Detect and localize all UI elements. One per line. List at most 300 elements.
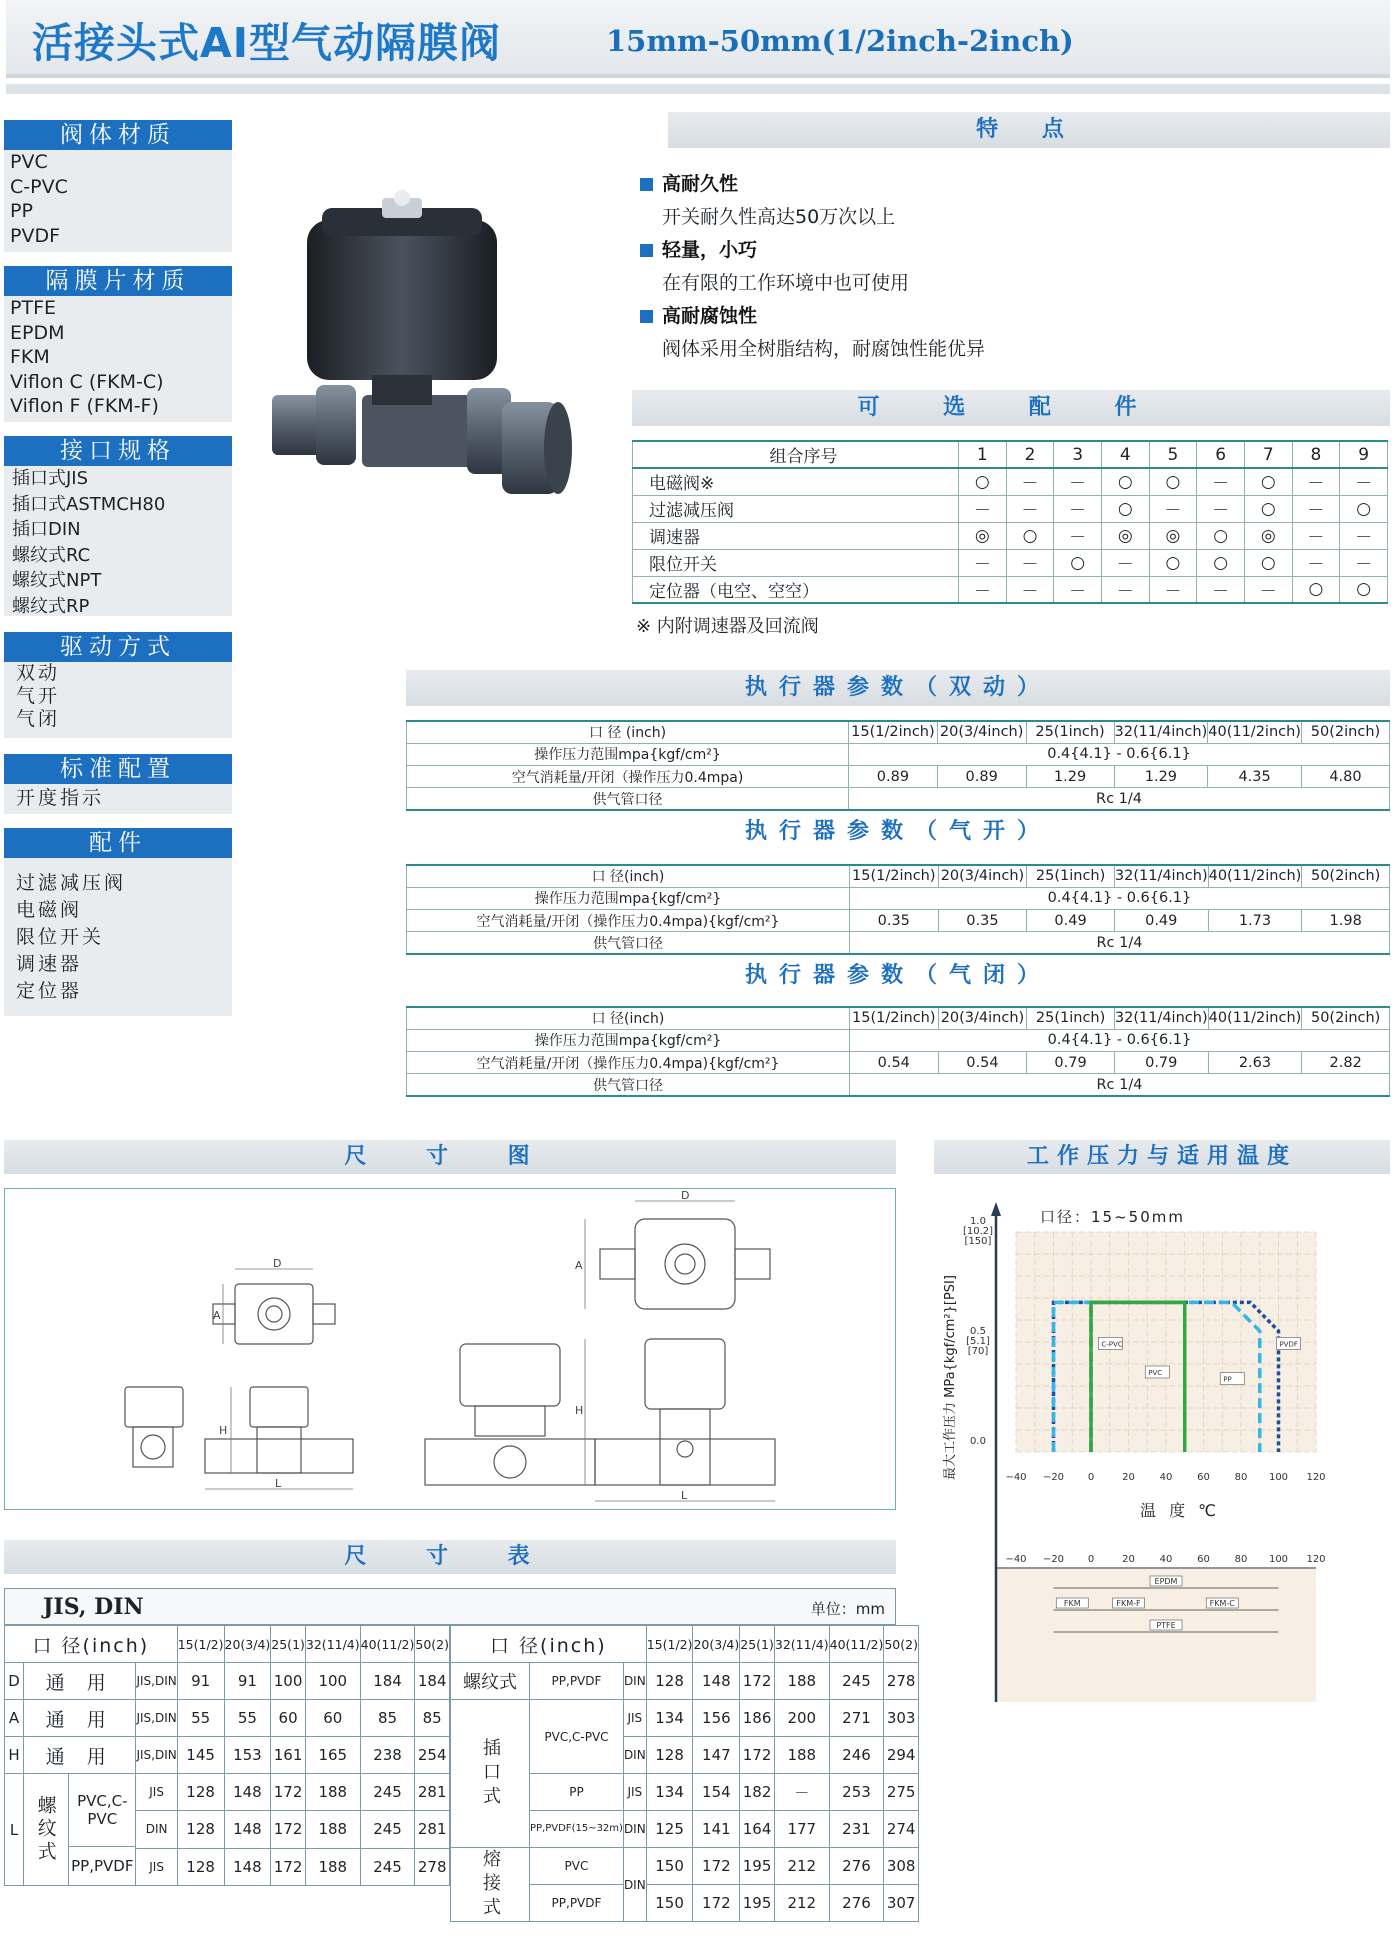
feature-desc: 阀体采用全树脂结构，耐腐蚀性能优异: [662, 338, 986, 360]
chart-diameter: 口径：15~50mm: [1040, 1208, 1185, 1226]
table-cell: ○: [1054, 549, 1102, 576]
table-header: 40(11/2inch): [1208, 721, 1302, 743]
table-cell: －: [1054, 468, 1102, 495]
row-label: 插口式: [451, 1700, 530, 1848]
x-tick-label: 40: [1159, 1472, 1173, 1483]
table-cell: ○: [1197, 549, 1245, 576]
table-header: 25(1): [271, 1626, 306, 1663]
table-cell: 188: [774, 1737, 829, 1774]
table-cell: 4.80: [1301, 766, 1389, 788]
table-cell: －: [1340, 549, 1388, 576]
x-tick-label: −20: [1042, 1554, 1065, 1565]
y-tick-label: 1.0: [970, 1216, 986, 1227]
table-cell: 294: [884, 1737, 919, 1774]
table-header: 口 径(inch): [5, 1626, 178, 1663]
list-item: Viflon C (FKM-C): [10, 370, 164, 393]
row-label: 通 用: [24, 1700, 136, 1737]
table-cell: 245: [360, 1848, 415, 1885]
section-standard: [4, 754, 232, 814]
section-heading: 隔膜片材质: [4, 266, 232, 296]
table-cell: －: [1292, 468, 1340, 495]
table-cell: 281: [415, 1774, 450, 1811]
table-cell: 184: [415, 1663, 450, 1700]
page-subtitle: 15mm-50mm(1/2inch-2inch): [606, 24, 1074, 58]
table-header: 15(1/2inch): [849, 865, 938, 887]
table-cell: 172: [271, 1848, 306, 1885]
table-cell: Rc 1/4: [849, 1074, 1389, 1096]
table-cell: 254: [415, 1737, 450, 1774]
x-tick-label: −40: [1005, 1554, 1027, 1565]
table-cell: ○: [959, 468, 1007, 495]
table-cell: 200: [774, 1700, 829, 1737]
section-actuation: [4, 632, 232, 738]
table-cell: 281: [415, 1811, 450, 1848]
material-cell: PVC,C-PVC: [530, 1700, 624, 1774]
actuator-table-close: [406, 1006, 1390, 1097]
table-cell: －: [1197, 576, 1245, 603]
std-cell: JIS: [136, 1774, 177, 1811]
table-header: 32(11/4inch): [1114, 721, 1208, 743]
table-header: 20(3/4inch): [937, 721, 1026, 743]
table-cell: ◎: [1149, 522, 1197, 549]
table-cell: 172: [271, 1774, 306, 1811]
dim-label-a: A: [213, 1309, 221, 1322]
x-tick-label: 100: [1268, 1554, 1289, 1565]
drawing-figure: [5, 1189, 895, 1509]
table-header: 40(11/2): [829, 1626, 884, 1663]
table-header: 15(1/2inch): [849, 721, 938, 743]
actuator-heading: 执行器参数（气闭）: [406, 958, 1390, 994]
list-item: Viflon F (FKM-F): [10, 395, 159, 417]
table-header: 20(3/4inch): [938, 1007, 1027, 1029]
table-cell: 303: [884, 1700, 919, 1737]
series-label: PP: [1223, 1375, 1232, 1384]
table-cell: 134: [646, 1700, 693, 1737]
table-header: 2: [1006, 441, 1054, 468]
std-cell: JIS: [623, 1700, 646, 1737]
table-header: 口 径(inch): [407, 865, 850, 887]
pressure-temp-chart: [934, 1190, 1390, 1710]
table-cell: －: [1340, 468, 1388, 495]
list-item: PTFE: [10, 297, 56, 319]
table-cell: ○: [1244, 549, 1292, 576]
list-item: 过滤减压阀: [16, 872, 127, 894]
table-cell: 246: [829, 1737, 884, 1774]
table-header: 50(2inch): [1302, 1007, 1390, 1029]
table-cell: ○: [1006, 522, 1054, 549]
table-header: 25(1inch): [1027, 1007, 1115, 1029]
table-cell: ◎: [1101, 522, 1149, 549]
table-cell: 128: [646, 1663, 693, 1700]
list-item: 定位器: [16, 980, 83, 1002]
table-cell: 1.29: [1114, 766, 1208, 788]
chart-heading: 工作压力与适用温度: [934, 1140, 1390, 1174]
dim-table-left: 口 径(inch) 15(1/2) 20(3/4) 25(1) 32(11/4) 40(11/2) 50(2) D 通 用 JIS,DIN 91 91 100 100 184 184 A 通 用 JIS,DIN 55 55 60 60 85 85 H 通 用 JIS,DIN 145 153 161 165 238 254 L 螺纹式 PVC,C-PVC PP,PVDF JIS 128 148 172 188 245 281 DIN 128 148 172 188 245 281 JIS 128 148 172 188 245 278: [4, 1625, 450, 1886]
table-header: 8: [1292, 441, 1340, 468]
table-header: 7: [1244, 441, 1292, 468]
table-cell: ○: [1244, 495, 1292, 522]
list-item: PP: [10, 200, 33, 222]
dim-label-a: A: [575, 1259, 583, 1272]
std-cell: JIS,DIN: [136, 1700, 177, 1737]
table-cell: 164: [740, 1811, 775, 1848]
material-cell: PVC: [530, 1848, 624, 1885]
row-label: 熔接式: [451, 1848, 530, 1922]
features-list: [632, 168, 1372, 366]
table-cell: －: [1006, 468, 1054, 495]
table-cell: 154: [693, 1774, 740, 1811]
table-cell: ○: [1244, 468, 1292, 495]
table-cell: 0.79: [1114, 1052, 1208, 1074]
row-label: 空气消耗量/开闭（操作压力0.4mpa): [407, 766, 849, 788]
section-heading: 配件: [4, 828, 232, 858]
x-tick-label: 120: [1306, 1554, 1326, 1565]
row-label: 过滤减压阀: [633, 495, 959, 522]
list-item: C-PVC: [10, 175, 68, 198]
table-cell: ◎: [1244, 522, 1292, 549]
std-cell: DIN: [623, 1663, 646, 1700]
dim-table-heading: 尺 寸 表: [4, 1540, 896, 1574]
table-cell: ○: [1197, 522, 1245, 549]
options-note: ※ 内附调速器及回流阀: [636, 616, 819, 637]
actuator-heading: 执行器参数（双动）: [406, 670, 1390, 706]
table-header: 口 径 (inch): [407, 721, 849, 743]
table-cell: 141: [693, 1811, 740, 1848]
valve-product-image: [262, 190, 592, 530]
dim-table-right: [450, 1625, 919, 1922]
table-cell: 100: [271, 1663, 306, 1700]
table-cell: 91: [177, 1663, 224, 1700]
table-cell: 0.4{4.1} - 0.6{6.1}: [849, 743, 1390, 765]
table-cell: －: [959, 549, 1007, 576]
table-cell: 245: [829, 1663, 884, 1700]
y-tick-label: [5.1]: [966, 1336, 990, 1347]
table-cell: 271: [829, 1700, 884, 1737]
table-cell: 4.35: [1208, 766, 1302, 788]
table-cell: －: [1197, 495, 1245, 522]
table-cell: 172: [740, 1663, 775, 1700]
std-cell: DIN: [623, 1811, 646, 1848]
table-cell: 128: [177, 1848, 224, 1885]
list-item: PVC: [10, 151, 48, 173]
actuator-heading: 执行器参数（气开）: [406, 814, 1390, 850]
table-cell: 60: [271, 1700, 306, 1737]
row-label: 通 用: [24, 1737, 136, 1774]
row-label: 电磁阀※: [633, 468, 959, 495]
list-item: 电磁阀: [16, 899, 83, 921]
row-label: 螺纹式: [451, 1663, 530, 1700]
table-header: 20(3/4): [224, 1626, 271, 1663]
options-table: [632, 440, 1388, 604]
section-heading: 接口规格: [4, 436, 232, 466]
table-cell: 134: [646, 1774, 693, 1811]
table-cell: －: [1006, 576, 1054, 603]
table-cell: ○: [1149, 549, 1197, 576]
table-cell: 184: [360, 1663, 415, 1700]
table-cell: 161: [271, 1737, 306, 1774]
list-item: 螺纹式NPT: [12, 570, 102, 591]
table-cell: －: [1101, 576, 1149, 603]
std-cell: DIN: [623, 1737, 646, 1774]
table-cell: －: [1292, 522, 1340, 549]
section-body-material: [4, 120, 232, 252]
table-cell: 60: [305, 1700, 360, 1737]
actuator-table-double: [406, 720, 1390, 811]
material-range-label: EPDM: [1154, 1577, 1178, 1586]
row-label: 限位开关: [633, 549, 959, 576]
table-cell: ○: [1149, 468, 1197, 495]
x-tick-label: −20: [1042, 1472, 1065, 1483]
table-cell: 188: [305, 1848, 360, 1885]
list-item: 气开: [16, 685, 61, 707]
x-tick-label: 40: [1159, 1554, 1173, 1565]
drawing-heading: 尺 寸 图: [4, 1140, 896, 1174]
x-tick-label: −40: [1005, 1472, 1027, 1483]
row-label: 螺纹式: [34, 1795, 57, 1864]
table-cell: －: [959, 576, 1007, 603]
table-header: 15(1/2): [177, 1626, 224, 1663]
table-cell: 0.4{4.1} - 0.6{6.1}: [849, 887, 1389, 909]
table-cell: 150: [646, 1885, 693, 1922]
table-cell: 148: [693, 1663, 740, 1700]
table-cell: 238: [360, 1737, 415, 1774]
table-cell: 128: [177, 1774, 224, 1811]
dim-label-h: H: [575, 1404, 584, 1417]
dim-table-caption: [4, 1588, 896, 1625]
material-range-label: FKM: [1063, 1599, 1081, 1608]
table-cell: 172: [740, 1737, 775, 1774]
material-range-label: PTFE: [1156, 1621, 1176, 1630]
table-cell: ○: [1292, 576, 1340, 603]
x-tick-label: 20: [1122, 1472, 1135, 1483]
row-label: 操作压力范围mpa{kgf/cm²}: [407, 887, 850, 909]
table-cell: 165: [305, 1737, 360, 1774]
table-cell: 153: [224, 1737, 271, 1774]
table-cell: 128: [646, 1737, 693, 1774]
y-tick-label: [150]: [964, 1236, 992, 1247]
std-cell: JIS: [623, 1774, 646, 1811]
table-cell: 147: [693, 1737, 740, 1774]
list-item: 插口式JIS: [12, 468, 89, 489]
feature-title: 轻量，小巧: [632, 234, 1372, 266]
table-cell: ◎: [959, 522, 1007, 549]
table-cell: 276: [829, 1848, 884, 1885]
section-diaphragm-material: [4, 266, 232, 422]
list-item: 插口DIN: [12, 519, 81, 540]
section-heading: 标准配置: [4, 754, 232, 784]
table-header: 50(2inch): [1301, 721, 1389, 743]
table-cell: 172: [693, 1885, 740, 1922]
table-header: 15(1/2): [646, 1626, 693, 1663]
table-cell: －: [1244, 576, 1292, 603]
dimension-drawing: [4, 1188, 896, 1510]
table-cell: －: [1054, 495, 1102, 522]
row-label: 供气管口径: [407, 1074, 850, 1096]
list-item: 气闭: [16, 708, 61, 730]
table-cell: 1.29: [1026, 766, 1114, 788]
table-cell: 100: [305, 1663, 360, 1700]
table-cell: 85: [415, 1700, 450, 1737]
dim-label-h: H: [219, 1424, 228, 1437]
table-cell: 0.49: [1114, 910, 1208, 932]
standard-label: JIS, DIN: [43, 1594, 144, 1620]
table-cell: －: [1006, 495, 1054, 522]
table-cell: －: [1054, 522, 1102, 549]
y-axis-label: 最大工作压力 MPa{kgf/cm²}[PSI]: [943, 1275, 958, 1480]
feature-desc: 在有限的工作环境中也可使用: [662, 272, 910, 294]
table-cell: 177: [774, 1811, 829, 1848]
table-header: 口 径(inch): [451, 1626, 647, 1663]
table-header: 50(2inch): [1302, 865, 1390, 887]
table-header: 15(1/2inch): [849, 1007, 938, 1029]
table-cell: 0.89: [937, 766, 1026, 788]
table-cell: 148: [224, 1848, 271, 1885]
table-row: [633, 468, 1388, 495]
x-tick-label: 60: [1197, 1554, 1210, 1565]
table-cell: 188: [305, 1811, 360, 1848]
x-tick-label: 0: [1087, 1554, 1095, 1565]
actuator-table-open: [406, 864, 1390, 955]
list-item: 调速器: [16, 953, 83, 975]
row-label: 供气管口径: [407, 932, 850, 954]
table-cell: ○: [1340, 495, 1388, 522]
x-tick-label: 20: [1122, 1554, 1135, 1565]
table-cell: 278: [884, 1663, 919, 1700]
x-tick-label: 80: [1234, 1472, 1248, 1483]
table-cell: 253: [829, 1774, 884, 1811]
table-cell: 212: [774, 1848, 829, 1885]
table-cell: －: [1149, 495, 1197, 522]
table-cell: 172: [271, 1811, 306, 1848]
table-cell: －: [1101, 549, 1149, 576]
list-item: 双动: [16, 662, 61, 684]
table-header: 4: [1101, 441, 1149, 468]
table-cell: 188: [774, 1663, 829, 1700]
section-heading: 阀体材质: [4, 120, 232, 150]
table-cell: 2.82: [1302, 1052, 1390, 1074]
std-cell: DIN: [623, 1848, 646, 1922]
page-title: 活接头式AI型气动隔膜阀: [32, 19, 501, 67]
table-cell: 0.49: [1027, 910, 1115, 932]
table-cell: 55: [224, 1700, 271, 1737]
x-tick-label: 120: [1306, 1472, 1326, 1483]
table-cell: 212: [774, 1885, 829, 1922]
feature-title: 高耐腐蚀性: [632, 300, 1372, 332]
list-item: 螺纹式RC: [12, 544, 91, 566]
table-cell: －: [1340, 522, 1388, 549]
table-cell: 186: [740, 1700, 775, 1737]
table-header: 32(11/4): [774, 1626, 829, 1663]
x-tick-label: 0: [1087, 1472, 1095, 1483]
table-header: 40(11/2): [360, 1626, 415, 1663]
table-cell: 195: [740, 1885, 775, 1922]
table-header: 32(11/4inch): [1114, 1007, 1208, 1029]
table-cell: 245: [360, 1811, 415, 1848]
series-label: PVC: [1148, 1369, 1163, 1377]
section-heading: 驱动方式: [4, 632, 232, 662]
material-range-label: FKM-F: [1116, 1599, 1141, 1608]
table-cell: 231: [829, 1811, 884, 1848]
table-cell: 1.73: [1208, 910, 1302, 932]
table-cell: 91: [224, 1663, 271, 1700]
table-cell: ○: [1101, 468, 1149, 495]
table-cell: 182: [740, 1774, 775, 1811]
y-tick-label: [70]: [967, 1346, 989, 1357]
header-divider: [6, 84, 1390, 94]
list-item: EPDM: [10, 321, 65, 344]
table-cell: 150: [646, 1848, 693, 1885]
std-cell: JIS,DIN: [136, 1663, 177, 1700]
list-item: FKM: [10, 346, 50, 368]
table-row: [633, 549, 1388, 576]
table-cell: 308: [884, 1848, 919, 1885]
list-item: 插口式ASTMCH80: [12, 493, 166, 515]
table-cell: ○: [1340, 576, 1388, 603]
row-label: 操作压力范围mpa{kgf/cm²}: [407, 743, 849, 765]
table-cell: －: [1197, 468, 1245, 495]
dim-label-d: D: [273, 1257, 282, 1270]
table-cell: －: [1149, 576, 1197, 603]
table-cell: 55: [177, 1700, 224, 1737]
table-cell: 148: [224, 1811, 271, 1848]
table-header: 6: [1197, 441, 1245, 468]
row-label: 通 用: [24, 1663, 136, 1700]
dim-label-d: D: [681, 1189, 690, 1202]
list-item: 螺纹式RP: [12, 595, 90, 617]
table-cell: 307: [884, 1885, 919, 1922]
table-cell: ○: [1101, 495, 1149, 522]
series-label: C-PVC: [1101, 1340, 1123, 1349]
table-header: 25(1inch): [1027, 865, 1115, 887]
table-cell: 145: [177, 1737, 224, 1774]
unit-label: 单位：mm: [810, 1600, 885, 1618]
table-cell: 0.35: [849, 910, 938, 932]
y-tick-label: 0.5: [970, 1326, 986, 1337]
table-cell: 156: [693, 1700, 740, 1737]
table-cell: －: [1006, 549, 1054, 576]
table-cell: 125: [646, 1811, 693, 1848]
table-header: 40(11/2inch): [1208, 1007, 1302, 1029]
table-cell: 245: [360, 1774, 415, 1811]
material-cell: PP,PVDF: [530, 1885, 624, 1922]
table-cell: 278: [415, 1848, 450, 1885]
dim-label-l: L: [275, 1477, 282, 1490]
table-row: [633, 522, 1388, 549]
material-cell: PP,PVDF: [530, 1663, 624, 1700]
table-cell: 0.79: [1027, 1052, 1115, 1074]
material-cell: PP,PVDF(15~32m): [530, 1811, 624, 1848]
feature-desc: 开关耐久性高达50万次以上: [662, 206, 896, 228]
table-cell: 85: [360, 1700, 415, 1737]
y-tick-label: 0.0: [970, 1436, 986, 1447]
table-cell: 0.4{4.1} - 0.6{6.1}: [849, 1029, 1389, 1051]
table-cell: 0.35: [938, 910, 1027, 932]
y-tick-label: [10.2]: [962, 1226, 994, 1237]
row-label: 供气管口径: [407, 788, 849, 810]
table-cell: －: [1292, 495, 1340, 522]
material-cell: PVC,C-PVC: [69, 1774, 135, 1847]
std-cell: DIN: [136, 1811, 177, 1848]
table-row: [633, 576, 1388, 603]
section-accessories: [4, 828, 232, 1016]
table-cell: 188: [305, 1774, 360, 1811]
table-cell: 195: [740, 1848, 775, 1885]
row-label: 空气消耗量/开闭（操作压力0.4mpa){kgf/cm²}: [407, 910, 850, 932]
options-heading: 可 选 配 件: [632, 390, 1390, 426]
table-cell: －: [774, 1774, 829, 1811]
table-cell: 276: [829, 1885, 884, 1922]
std-cell: JIS,DIN: [136, 1737, 177, 1774]
